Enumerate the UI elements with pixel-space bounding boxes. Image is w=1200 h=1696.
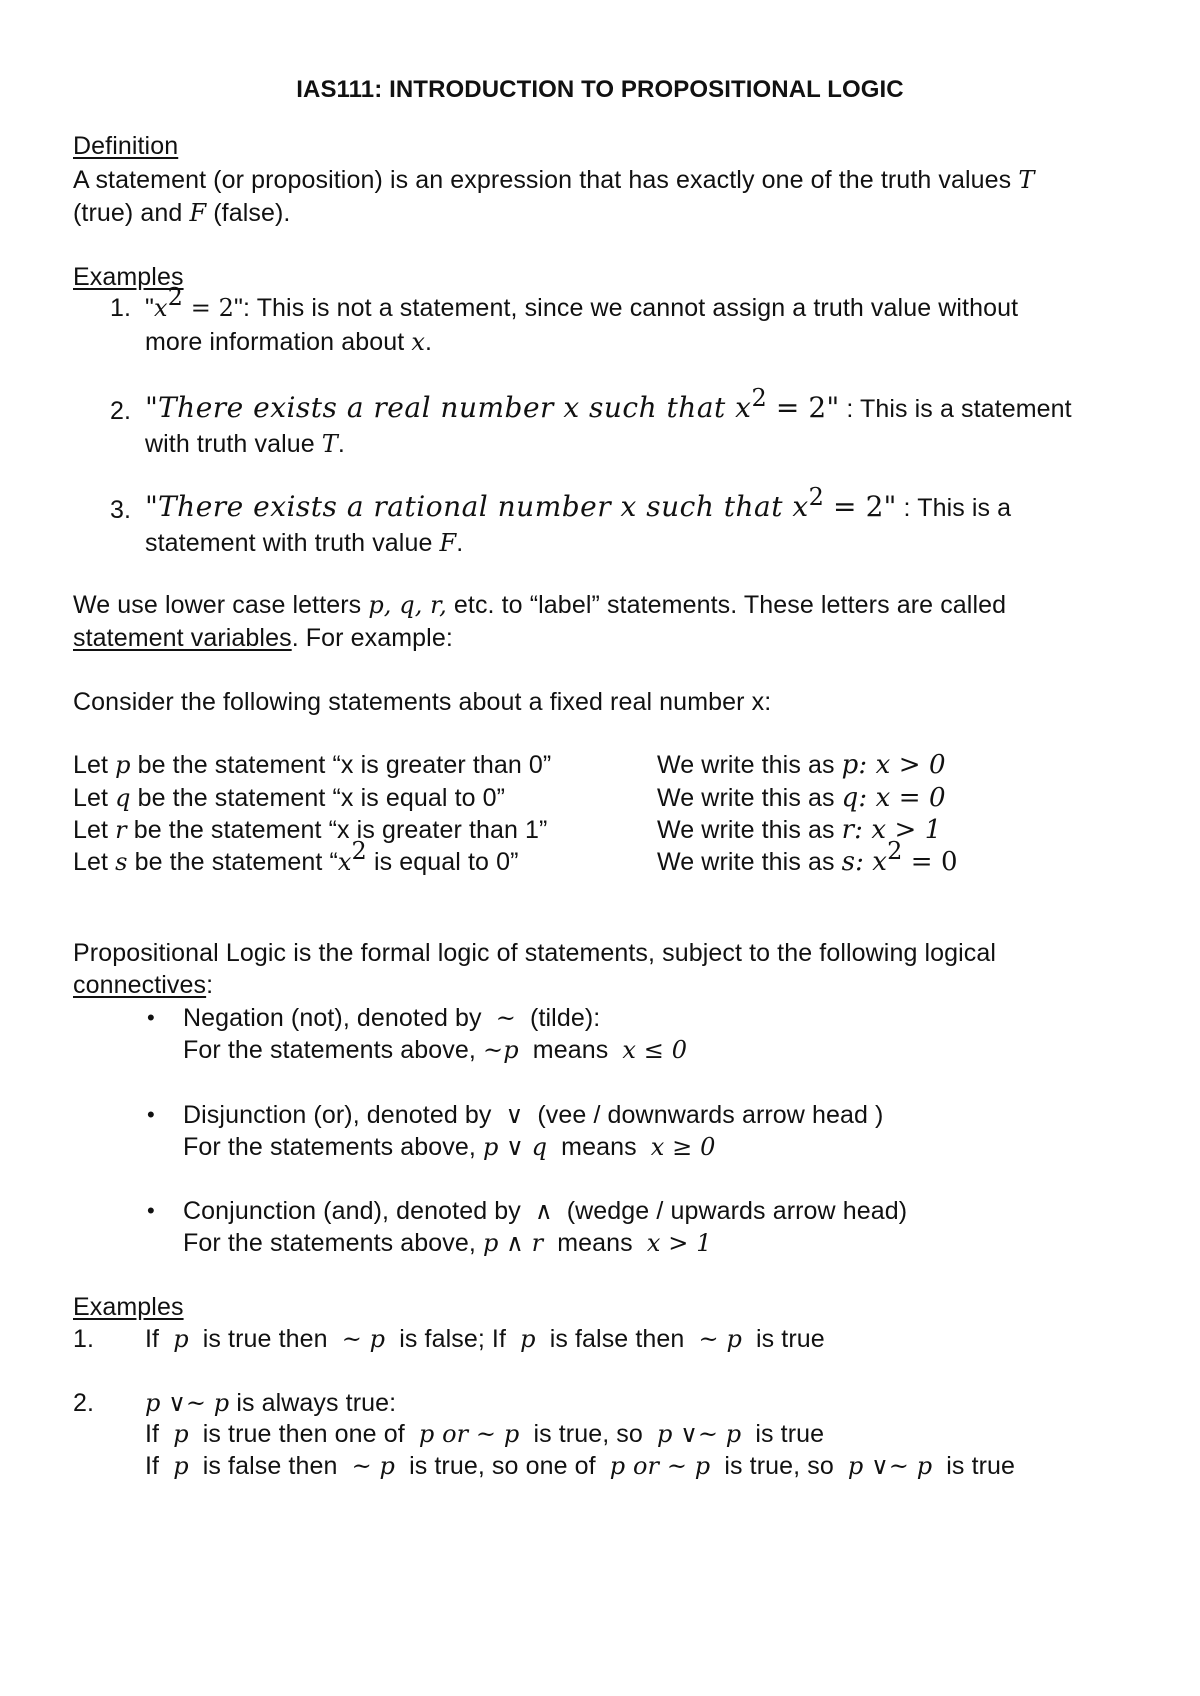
connective-text — [183, 1099, 884, 1131]
cont-text: with truth value — [145, 430, 315, 458]
txt: is true, so — [533, 1420, 643, 1448]
statement-desc: be the statement “x is greater than 1” — [133, 816, 548, 844]
cont-text: statement with truth value — [145, 529, 433, 557]
math-x: x — [153, 294, 168, 322]
quote-close: " — [883, 490, 897, 523]
example-text: For the statements above, — [183, 1133, 476, 1161]
example-1 — [0, 283, 1200, 326]
connective-text — [183, 1195, 907, 1227]
example-3-number: 3. — [110, 496, 132, 524]
example-3 — [0, 483, 1200, 527]
txt: is true then one of — [202, 1420, 405, 1448]
definition-line-1 — [73, 164, 1034, 196]
colon: : — [206, 971, 214, 999]
vee-symbol: ∨ — [505, 1101, 524, 1129]
wedge-symbol: ∧ — [534, 1197, 553, 1225]
example-2 — [0, 384, 1200, 428]
statement-def — [73, 814, 547, 846]
logic-paragraph-line-1: Propositional Logic is the formal logic of statements, subject to the following logical — [73, 939, 997, 967]
write-text: We write this as — [657, 816, 835, 844]
exponent: 2 — [167, 283, 183, 311]
math-eq: = 2 — [183, 294, 235, 322]
exponent: 2 — [808, 483, 825, 511]
let: Let — [73, 751, 109, 779]
statement-def — [73, 837, 519, 878]
definition-false: (false). — [213, 199, 291, 227]
exponent: 2 — [751, 384, 767, 412]
math: p — [173, 1325, 189, 1353]
statement-row-p — [0, 749, 1200, 783]
variables-text-b: etc. to “label” statements. These letters are called — [453, 591, 1007, 619]
txt: If — [145, 1452, 160, 1480]
quote-close: ": — [234, 294, 251, 322]
example-text: For the statements above, — [183, 1229, 476, 1257]
for-example: . For example: — [291, 624, 453, 652]
math-x: x — [337, 848, 352, 876]
math-eq: = 2 — [766, 391, 827, 424]
example-2-explanation: : This is a statement — [839, 395, 1072, 423]
example-1-explanation: This is not a statement, since we cannot assign a truth value without — [256, 294, 1019, 322]
math-var: s — [115, 848, 128, 876]
math: p — [173, 1420, 189, 1448]
math: ~ p — [341, 1325, 386, 1353]
connective-desc: Disjunction (or), denoted by — [183, 1101, 492, 1129]
math: p ∨~ p — [847, 1452, 933, 1480]
definition-text: A statement (or proposition) is an expression that has exactly one of the truth values — [73, 166, 1012, 194]
txt: If — [145, 1325, 160, 1353]
statement-formula-cell — [657, 749, 946, 781]
let: Let — [73, 784, 109, 812]
txt: is always true: — [236, 1389, 397, 1417]
example-1-continuation — [145, 326, 432, 358]
connective-desc: Negation (not), denoted by — [183, 1004, 482, 1032]
connective-name: (wedge / upwards arrow head) — [566, 1197, 908, 1225]
statement-desc: be the statement “x is greater than 0” — [137, 751, 552, 779]
example-2-text — [145, 384, 1072, 425]
connective-name: (vee / downwards arrow head ) — [537, 1101, 884, 1129]
connective-text — [183, 1002, 600, 1034]
math: p or ~ p — [609, 1452, 711, 1480]
example2-2 — [0, 1387, 1200, 1421]
txt: is true — [946, 1452, 1016, 1480]
math: ~ p — [351, 1452, 395, 1480]
example2-1-number: 1. — [73, 1325, 95, 1353]
statement-formula-end: = 0 — [902, 847, 958, 877]
write-text: We write this as — [657, 784, 835, 812]
txt: is true — [755, 1420, 825, 1448]
example2-2-number: 2. — [73, 1389, 95, 1417]
logic-paragraph-line-2 — [73, 969, 213, 1001]
means: means — [557, 1229, 633, 1257]
math-var: p — [115, 751, 131, 779]
math-expr: p ∧ r — [482, 1229, 544, 1257]
connective-desc: Conjunction (and), denoted by — [183, 1197, 521, 1225]
connective-name: (tilde): — [530, 1004, 601, 1032]
statement-desc: be the statement “ — [134, 848, 338, 876]
txt: is true, so — [724, 1452, 834, 1480]
exponent: 2 — [887, 837, 903, 865]
definition-heading: Definition — [73, 132, 179, 160]
connective-negation — [0, 1002, 1200, 1036]
math-vars: p, q, r, — [368, 591, 447, 619]
example2-2-text — [145, 1387, 396, 1419]
examples-heading-2: Examples — [73, 1293, 184, 1321]
example-1-text — [145, 283, 1019, 324]
math-result: x ≤ 0 — [622, 1036, 688, 1064]
math: p — [173, 1452, 189, 1480]
math-expr: p ∨ q — [482, 1133, 548, 1161]
variables-text: We use lower case letters — [73, 591, 362, 619]
connective-disjunction — [0, 1099, 1200, 1133]
bullet-icon: • — [147, 1102, 155, 1127]
tilde-symbol: ~ — [495, 1004, 516, 1032]
example2-2-line-2 — [145, 1418, 824, 1450]
variables-paragraph-line-2 — [73, 622, 453, 654]
txt: is false; If — [399, 1325, 507, 1353]
statement-def — [73, 749, 551, 781]
txt: is false then — [549, 1325, 685, 1353]
txt: If — [145, 1420, 160, 1448]
means: means — [561, 1133, 637, 1161]
var-T: T — [1018, 166, 1035, 194]
statement-row-q — [0, 782, 1200, 816]
let: Let — [73, 816, 109, 844]
consider-line: Consider the following statements about a fixed real number x: — [73, 688, 772, 716]
math-x: x — [411, 328, 425, 356]
period: . — [337, 430, 345, 458]
means: means — [532, 1036, 609, 1064]
txt: is false then — [202, 1452, 338, 1480]
math-var: q — [115, 784, 131, 812]
connective-disjunction-example — [183, 1131, 715, 1163]
math-var: r — [115, 816, 127, 844]
example-3-phrase: There exists a rational number x such that x — [157, 490, 809, 523]
bullet-icon: • — [147, 1005, 155, 1030]
quote-open: " — [145, 294, 154, 322]
statement-desc-end: is equal to 0” — [366, 848, 519, 876]
term-connectives: connectives — [73, 971, 207, 999]
connective-negation-example — [183, 1034, 687, 1066]
exponent: 2 — [351, 837, 367, 865]
example-2-continuation — [145, 428, 345, 460]
txt: is true, so one of — [409, 1452, 596, 1480]
math-T: T — [321, 430, 338, 458]
connective-conjunction-example — [183, 1227, 712, 1259]
example-2-phrase: There exists a real number x such that x — [157, 391, 752, 424]
math-F: F — [439, 529, 457, 557]
write-text: We write this as — [657, 848, 835, 876]
txt: is true — [756, 1325, 825, 1353]
example2-1 — [0, 1323, 1200, 1357]
example-text: For the statements above, — [183, 1036, 476, 1064]
document-title: IAS111: INTRODUCTION TO PROPOSITIONAL LOGIC — [296, 76, 904, 103]
statement-formula: s: x — [841, 847, 888, 877]
period: . — [424, 328, 433, 356]
connective-conjunction — [0, 1195, 1200, 1229]
quote-open: " — [145, 391, 158, 424]
example2-1-text — [145, 1323, 825, 1355]
txt: is true then — [202, 1325, 328, 1353]
example-2-number: 2. — [110, 397, 132, 425]
example-3-continuation — [145, 527, 463, 559]
statement-formula: p: x > 0 — [841, 750, 946, 780]
variables-paragraph-line-1 — [73, 589, 1006, 621]
var-F: F — [189, 199, 207, 227]
example-3-explanation: : This is a — [896, 494, 1012, 522]
math-expr: ~p — [482, 1036, 519, 1064]
term-statement-variables: statement variables — [73, 624, 292, 652]
statement-def — [73, 782, 505, 814]
statement-row-s — [0, 837, 1200, 880]
let: Let — [73, 848, 109, 876]
examples-heading-1: Examples — [73, 263, 184, 291]
math-result: x ≥ 0 — [650, 1133, 716, 1161]
math: ~ p — [698, 1325, 742, 1353]
definition-line-2 — [73, 197, 290, 229]
math-result: x > 1 — [646, 1229, 712, 1257]
example-1-number: 1. — [110, 294, 132, 322]
cont-text: more information about — [145, 328, 405, 356]
period: . — [456, 529, 464, 557]
math: p ∨~ p — [145, 1389, 230, 1417]
statement-desc: be the statement “x is equal to 0” — [137, 784, 506, 812]
math: p or ~ p — [418, 1420, 520, 1448]
quote-close: " — [826, 391, 840, 424]
math: p — [520, 1325, 536, 1353]
example2-2-line-3 — [145, 1450, 1015, 1482]
math: p ∨~ p — [657, 1420, 742, 1448]
statement-row-r — [0, 814, 1200, 848]
math-eq: = 2 — [824, 490, 884, 523]
statement-formula-cell — [657, 782, 946, 814]
statement-formula: r: x > 1 — [841, 815, 942, 845]
quote-open: " — [145, 490, 158, 523]
statement-formula: q: x = 0 — [841, 783, 946, 813]
write-text: We write this as — [657, 751, 835, 779]
definition-true: (true) and — [73, 199, 183, 227]
bullet-icon: • — [147, 1198, 155, 1223]
example-3-text — [145, 483, 1012, 524]
statement-formula-cell — [657, 837, 958, 878]
